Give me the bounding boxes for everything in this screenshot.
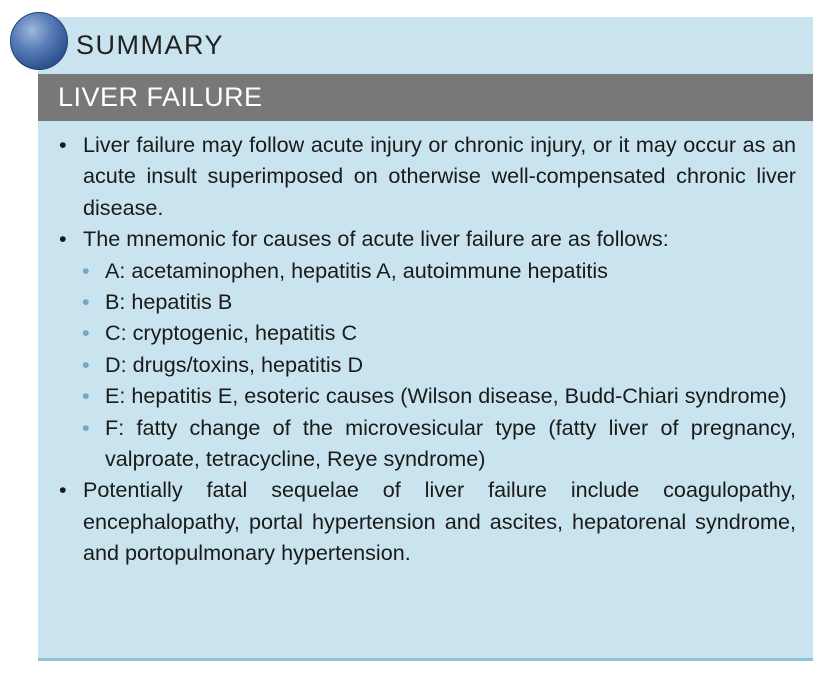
summary-label: SUMMARY — [76, 30, 225, 60]
bullet-item: • The mnemonic for causes of acute liver failure are as follows: — [38, 223, 813, 254]
mnemonic-item-e: • E: hepatitis E, esoteric causes (Wilson disease, Budd-Chiari syndrome) — [38, 380, 813, 411]
mnemonic-item-d: • D: drugs/toxins, hepatitis D — [38, 349, 813, 380]
mnemonic-item-c: • C: cryptogenic, hepatitis C — [38, 317, 813, 348]
mnemonic-item-f: • F: fatty change of the microvesicular type (fatty liver of pregnancy, valproate, tetracycline, Reye syndrome) — [38, 412, 813, 475]
mnemonic-item-a: • A: acetaminophen, hepatitis A, autoimmune hepatitis — [38, 255, 813, 286]
bullet-item: • Liver failure may follow acute injury or chronic injury, or it may occur as an acute insult superimposed on otherwise well-compensated chronic liver disease. — [38, 129, 813, 223]
summary-content — [38, 129, 813, 569]
title-bar — [38, 74, 813, 121]
summary-logo-icon — [10, 12, 68, 70]
bullet-item: • Potentially fatal sequelae of liver failure include coagulopathy, encephalopathy, portal hypertension and ascites, hepatorenal syndrome, and portopulmonary hypertension. — [38, 474, 813, 568]
mnemonic-item-b: • B: hepatitis B — [38, 286, 813, 317]
page-title: LIVER FAILURE — [58, 82, 263, 112]
